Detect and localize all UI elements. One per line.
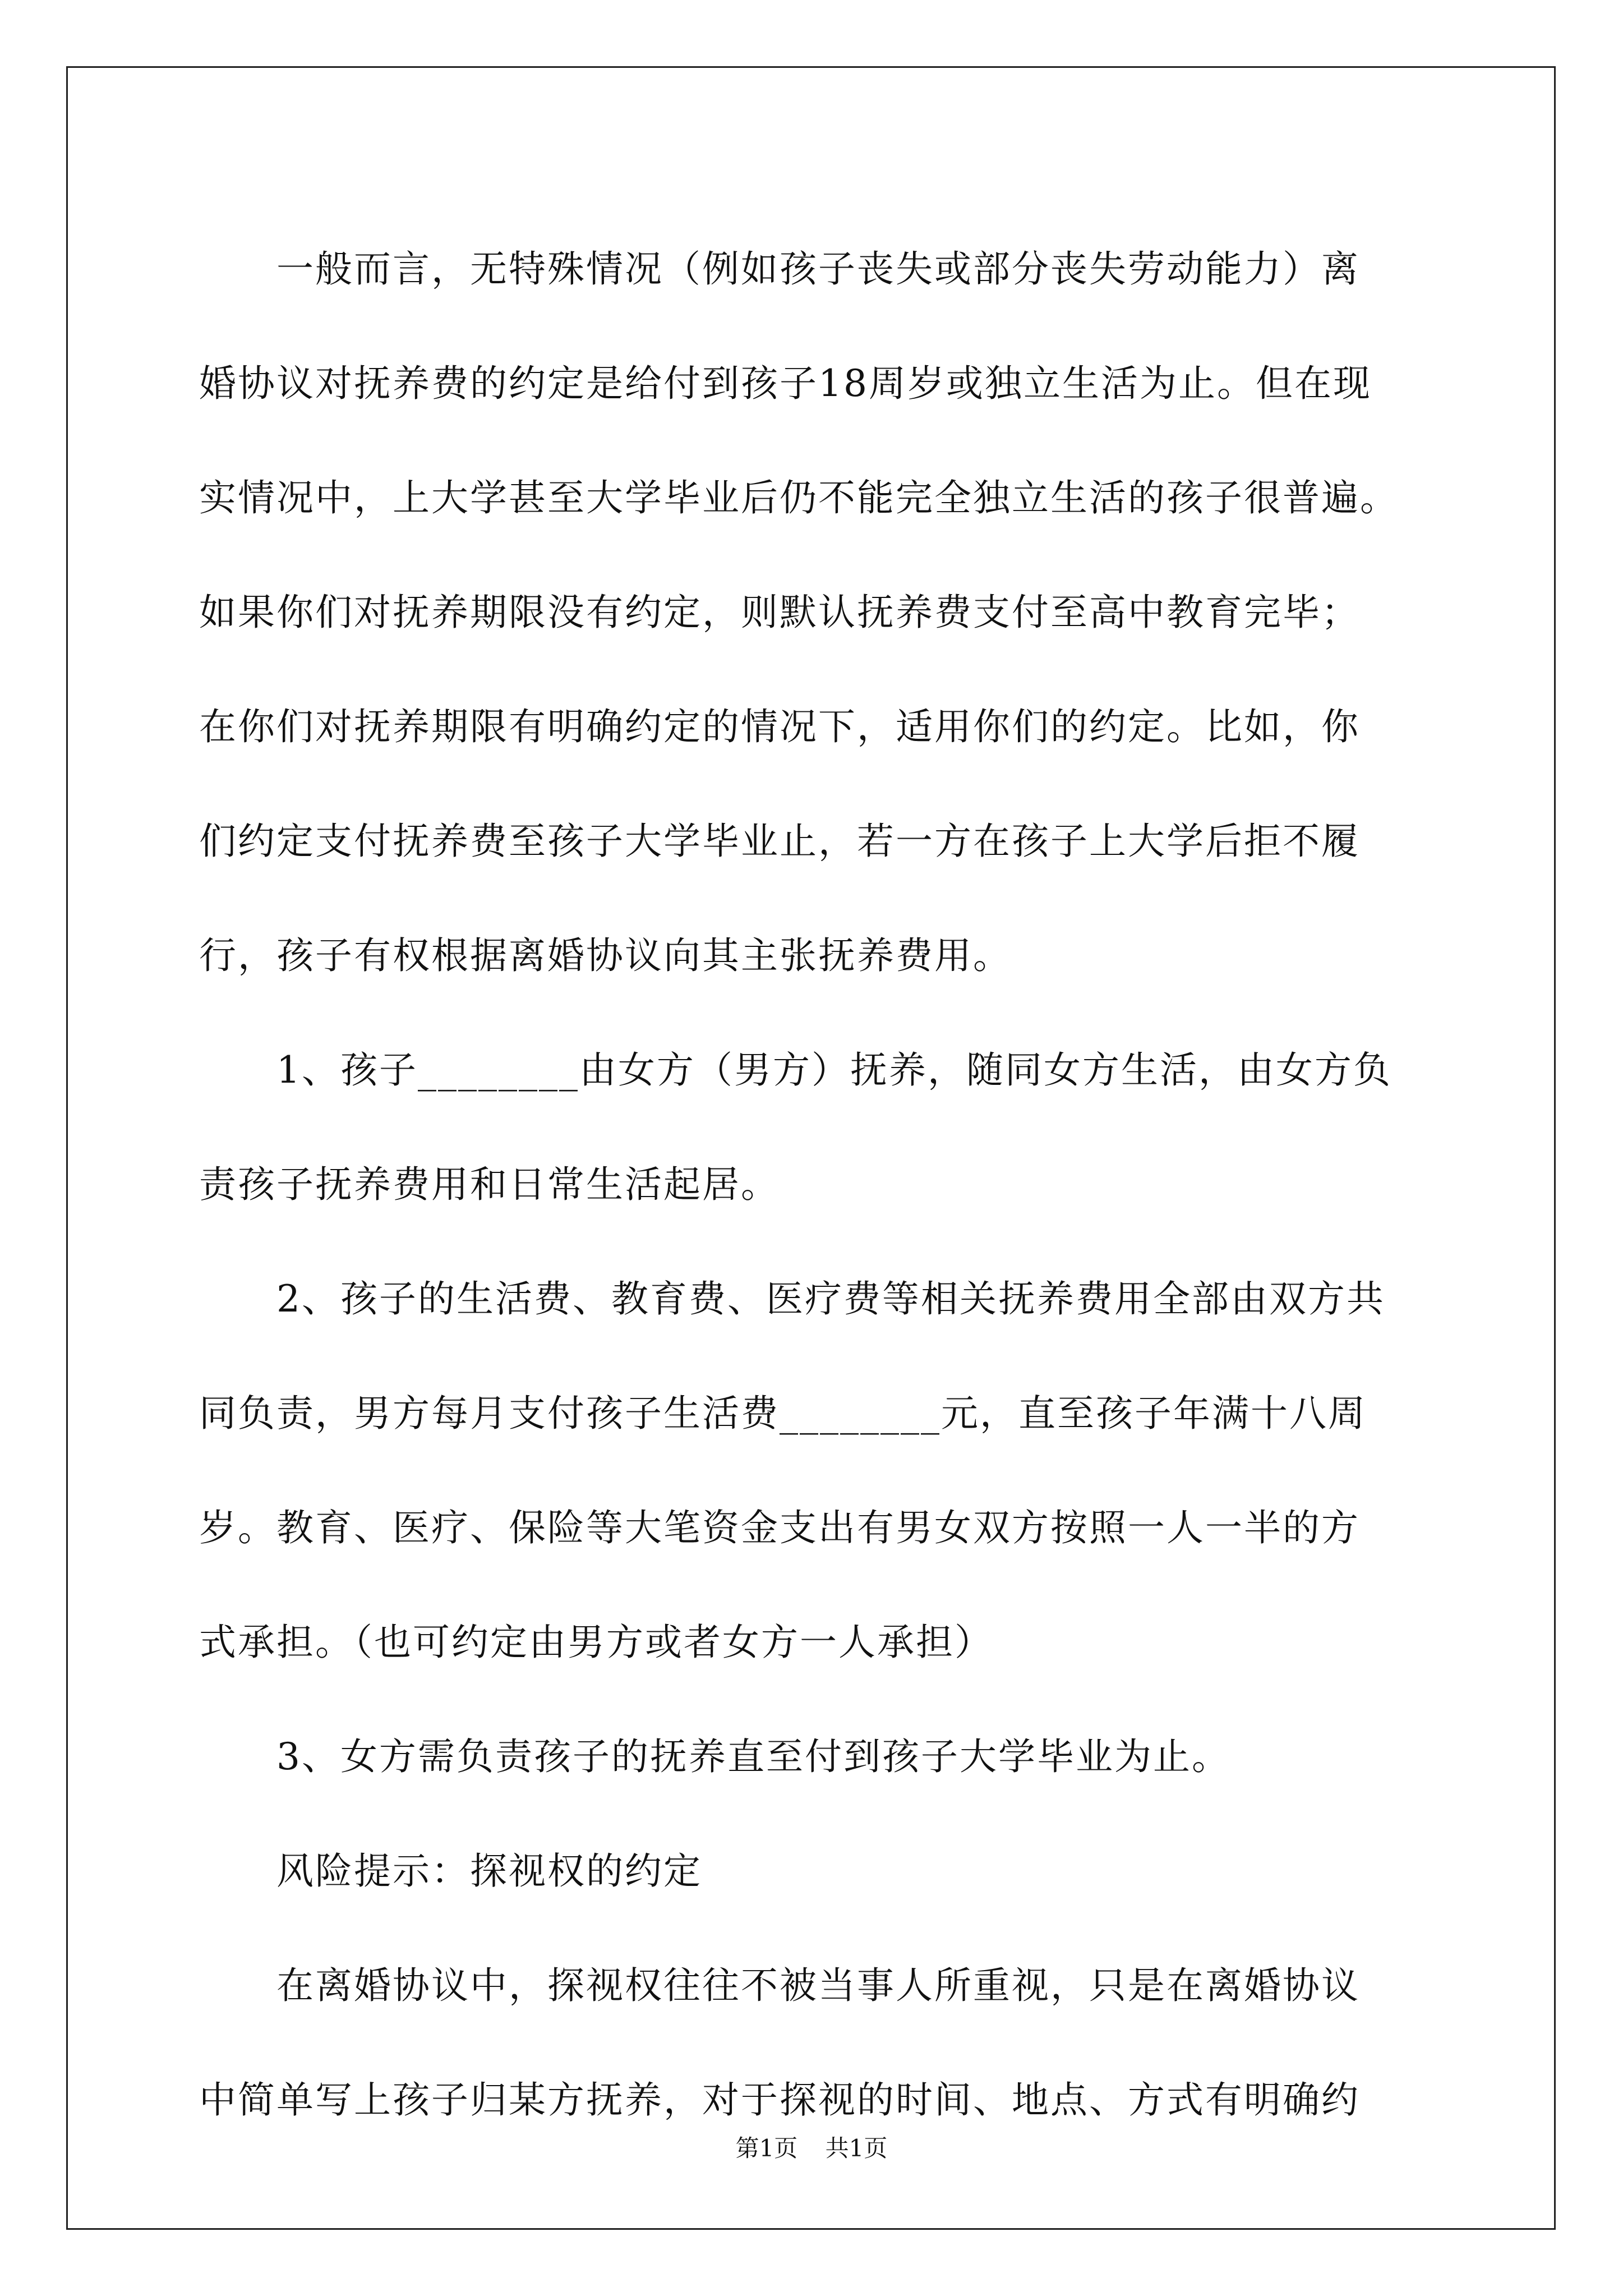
text-line: 3、女方需负责孩子的抚养直至付到孩子大学毕业为止。 — [199, 1735, 1230, 1778]
text-line: 们约定支付抚养费至孩子大学毕业止，若一方在孩子上大学后拒不履 — [199, 820, 1360, 863]
text-line: 责孩子抚养费用和日常生活起居。 — [199, 1163, 780, 1206]
text-line: 如果你们对抚养期限没有约定，则默认抚养费支付至高中教育完毕； — [199, 591, 1360, 634]
text-line: 式承担。（也可约定由男方或者女方一人承担） — [199, 1621, 993, 1664]
text-line: 2、孩子的生活费、教育费、医疗费等相关抚养费用全部由双方共 — [199, 1277, 1385, 1320]
text-line: 风险提示：探视权的约定 — [199, 1849, 702, 1893]
page-footer — [0, 2132, 1623, 2165]
document-body — [199, 212, 1450, 2157]
page-total: 共1页 — [825, 2134, 888, 2162]
text-line: 一般而言，无特殊情况（例如孩子丧失或部分丧失劳动能力）离 — [199, 247, 1360, 291]
text-line: 行，孩子有权根据离婚协议向其主张抚养费用。 — [199, 934, 1012, 977]
text-line: 实情况中，上大学甚至大学毕业后仍不能完全独立生活的孩子很普遍。 — [199, 476, 1399, 519]
text-line: 婚协议对抚养费的约定是给付到孩子18周岁或独立生活为止。但在现 — [199, 362, 1372, 405]
text-line: 同负责，男方每月支付孩子生活费________元，直至孩子年满十八周 — [199, 1392, 1367, 1435]
page-number: 第1页 — [735, 2134, 798, 2162]
text-line: 1、孩子________由女方（男方）抚养，随同女方生活，由女方负 — [199, 1048, 1392, 1092]
text-line: 在你们对抚养期限有明确约定的情况下，适用你们的约定。比如，你 — [199, 705, 1360, 748]
text-line: 岁。教育、医疗、保险等大笔资金支出有男女双方按照一人一半的方 — [199, 1506, 1360, 1549]
text-line: 在离婚协议中，探视权往往不被当事人所重视，只是在离婚协议 — [199, 1964, 1360, 2007]
text-line: 中简单写上孩子归某方抚养，对于探视的时间、地点、方式有明确约 — [199, 2078, 1360, 2122]
